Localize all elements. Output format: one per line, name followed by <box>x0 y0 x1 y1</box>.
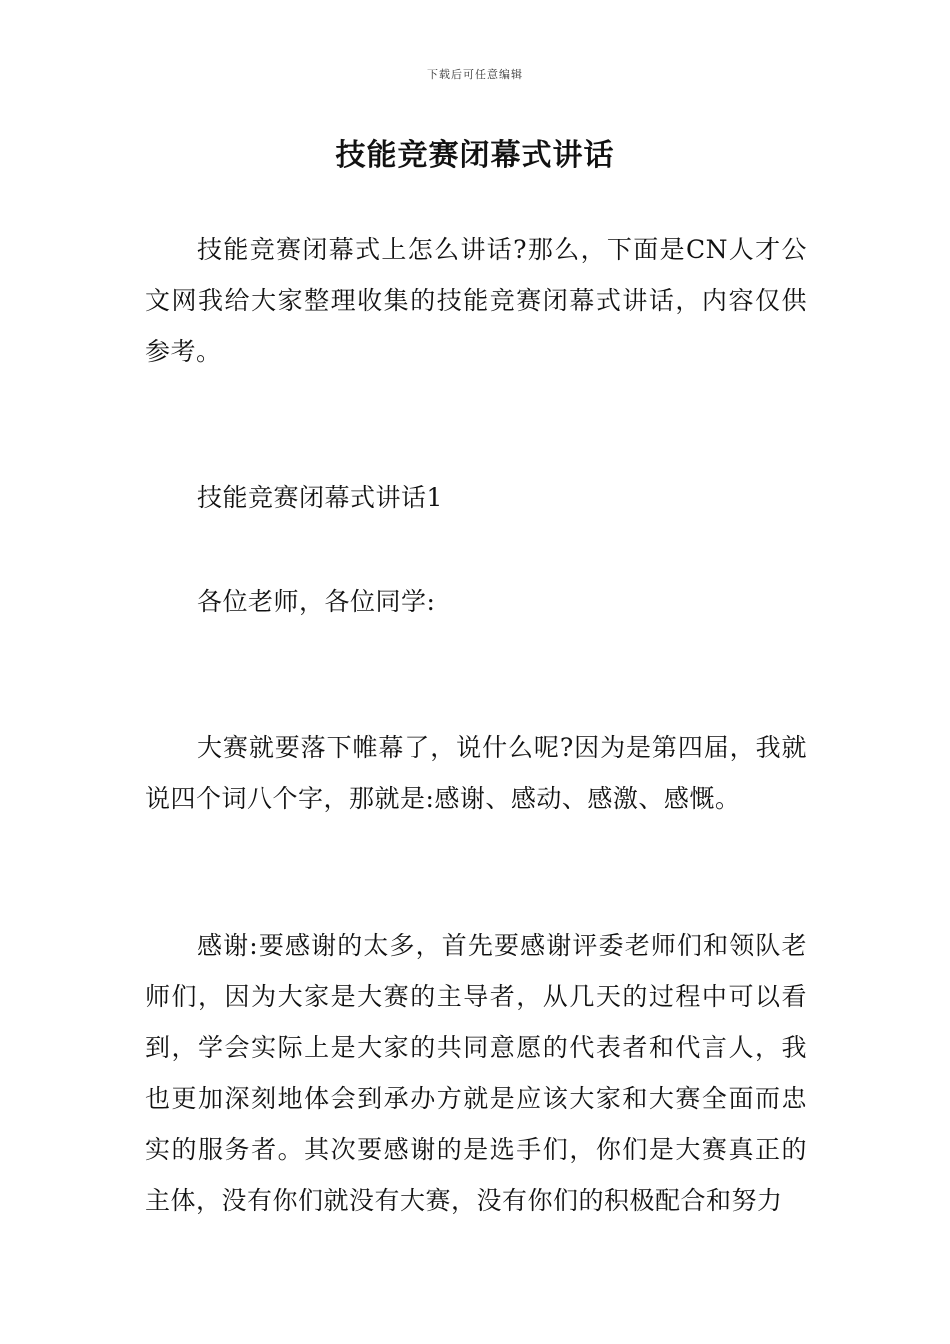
thanks-paragraph: 感谢:要感谢的太多，首先要感谢评委老师们和领队老师们，因为大家是大赛的主导者，从几天的过程中可以看到，学会实际上是大家的共同意愿的代表者和代言人，我也更加深刻地体会到承办方就是应该大家和大赛全面而忠实的服务者。其次要感谢的是选手们，你们是大赛真正的主体，没有你们就没有大赛，没有你们的积极配合和努力 <box>145 931 807 1215</box>
document-title: 技能竞赛闭幕式讲话 <box>335 138 615 173</box>
greeting-paragraph: 各位老师，各位同学: <box>197 587 436 616</box>
section-heading: 技能竞赛闭幕式讲话1 <box>197 483 443 512</box>
opening-paragraph: 大赛就要落下帷幕了，说什么呢?因为是第四届，我就说四个词八个字，那就是:感谢、感动、感激、感慨。 <box>145 733 807 813</box>
intro-paragraph: 技能竞赛闭幕式上怎么讲话?那么，下面是CN人才公文网我给大家整理收集的技能竞赛闭幕式讲话，内容仅供参考。 <box>145 235 807 366</box>
header-note: 下载后可任意编辑 <box>427 68 523 81</box>
